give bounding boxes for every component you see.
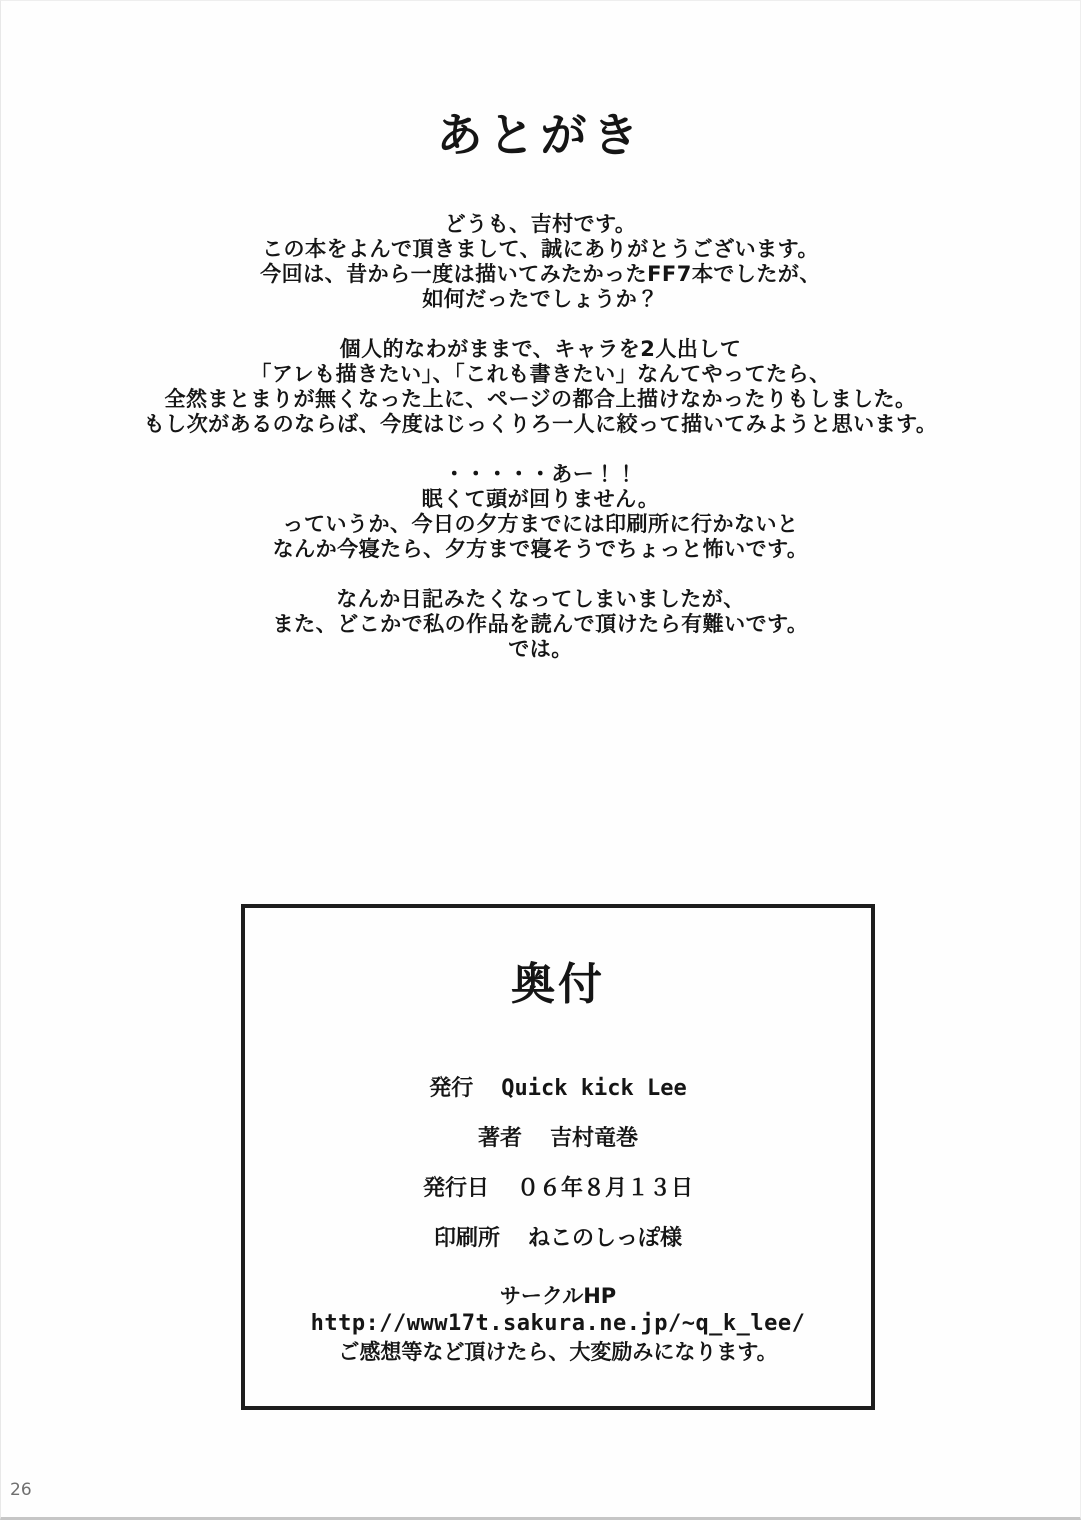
text-line: どうも、吉村です。: [444, 212, 637, 236]
colophon-row-author: [245, 1114, 871, 1164]
text-line: なんか日記みたくなってしまいましたが、: [336, 587, 745, 611]
text-line: では。: [508, 637, 573, 661]
text-line: もし次があるのならば、今度はじっくりろ一人に絞って描いてみようと思います。: [143, 412, 938, 436]
colophon-row-publisher: [245, 1064, 871, 1114]
publisher-label: 発行: [429, 1076, 474, 1101]
circle-url: http://www17t.sakura.ne.jp/~q_k_lee/: [310, 1311, 806, 1336]
printer-label: 印刷所: [433, 1226, 500, 1251]
text-line: 個人的なわがままで、キャラを2人出して: [339, 337, 742, 361]
text-line: 「アレも描きたい」、「これも書きたい」なんてやってたら、: [250, 362, 831, 386]
author-value: 吉村竜巻: [550, 1126, 639, 1151]
text-line: この本をよんで頂きまして、誠にありがとうございます。: [262, 237, 819, 261]
feedback-note: ご感想等など頂けたら、大変励みになります。: [338, 1340, 778, 1364]
publication-date-label: 発行日: [422, 1176, 489, 1201]
text-line: また、どこかで私の作品を読んで頂けたら有難いです。: [272, 612, 809, 636]
colophon-rows: [245, 1064, 871, 1264]
text-line: なんか今寝たら、夕方まで寝そうでちょっと怖いです。: [272, 537, 809, 561]
afterword-paragraph-4: [1, 587, 1080, 662]
text-line: っていうか、今日の夕方までには印刷所に行かないと: [282, 512, 799, 536]
printer-value: ねこのしっぽ様: [528, 1226, 683, 1251]
afterword-paragraph-2: [1, 337, 1080, 437]
afterword-paragraph-1: [1, 212, 1080, 312]
text-line: 眠くて頭が回りません。: [421, 487, 660, 511]
text-line: 全然まとまりが無くなった上に、ページの都合上描けなかったりもしました。: [164, 387, 917, 411]
text-line: 如何だったでしょうか？: [422, 287, 659, 311]
colophon-box: [241, 904, 875, 1410]
afterword-title: あとがき: [436, 108, 645, 162]
afterword-paragraph-3: [1, 462, 1080, 562]
colophon-title: 奥付: [511, 959, 605, 1010]
colophon-row-printer: [245, 1214, 871, 1264]
afterword-body: [1, 212, 1080, 687]
author-label: 著者: [477, 1126, 522, 1151]
colophon-footer: [245, 1282, 871, 1366]
text-line: ・・・・・あー！！: [443, 462, 638, 486]
page-number: 26: [10, 1480, 32, 1500]
publisher-value: Quick kick Lee: [501, 1076, 687, 1101]
circle-hp-label: サークルHP: [499, 1284, 617, 1308]
publication-date-value: ０６年８月１３日: [517, 1176, 694, 1201]
text-line: 今回は、昔から一度は描いてみたかったFF7本でしたが、: [260, 262, 821, 286]
colophon-row-publication-date: [245, 1164, 871, 1214]
